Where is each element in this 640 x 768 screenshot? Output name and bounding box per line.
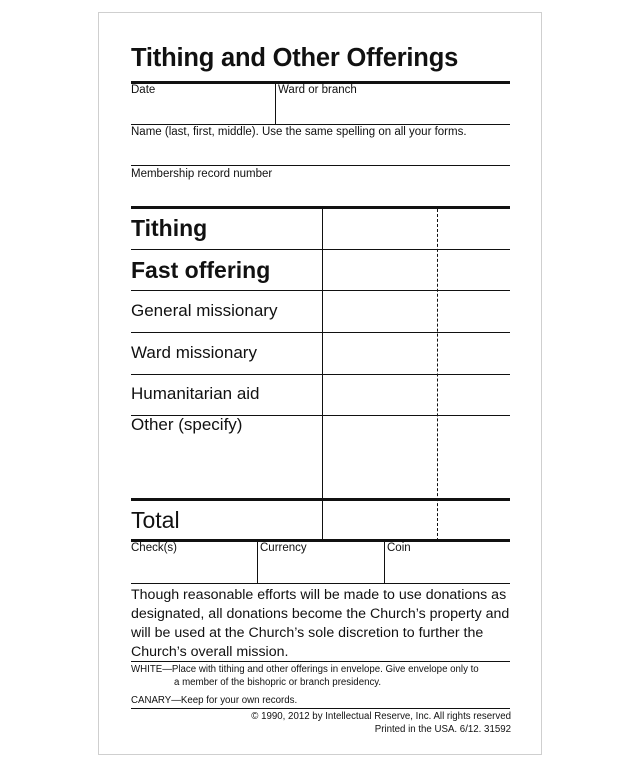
white-copy-line-1: WHITE—Place with tithing and other offerings in envelope. Give envelope only to [131, 664, 479, 675]
coin-field[interactable] [385, 542, 510, 583]
general-missionary-amount-field[interactable] [323, 291, 510, 332]
disclaimer-text: Though reasonable efforts will be made to use donations as designated, all donations become the Church’s property and will be used at the Church’s sole discretion to further the Church’s overall mission. [131, 587, 510, 660]
fast-offering-amount-field[interactable] [323, 250, 510, 291]
currency-field[interactable] [258, 542, 384, 583]
printed-text: Printed in the USA. 6/12. 31592 [374, 724, 511, 735]
ward-label: Ward or branch [278, 84, 357, 96]
date-label: Date [131, 84, 156, 96]
row-other-label: Other (specify) [131, 415, 243, 434]
row-fast-offering-label: Fast offering [131, 257, 271, 283]
coin-label: Coin [387, 542, 411, 554]
checks-field[interactable] [131, 542, 257, 583]
total-amount-field[interactable] [323, 501, 510, 541]
form-title: Tithing and Other Offerings [131, 44, 459, 72]
row-ward-missionary-label: Ward missionary [131, 343, 257, 362]
membership-field[interactable] [131, 166, 510, 206]
row-tithing-label: Tithing [131, 215, 208, 241]
white-copy-note [131, 663, 521, 689]
name-field[interactable] [131, 125, 510, 165]
disclaimer-rule [131, 661, 510, 662]
row-total-label: Total [131, 507, 180, 533]
ward-missionary-amount-field[interactable] [323, 333, 510, 374]
copyright-text: © 1990, 2012 by Intellectual Reserve, Inc. All rights reserved [251, 711, 511, 722]
membership-label: Membership record number [131, 168, 273, 180]
other-specify-field[interactable] [131, 437, 321, 497]
tithing-amount-field[interactable] [323, 209, 510, 249]
row-humanitarian-aid-label: Humanitarian aid [131, 384, 260, 403]
ward-field[interactable] [276, 84, 510, 124]
humanitarian-aid-amount-field[interactable] [323, 375, 510, 415]
donation-slip [98, 12, 542, 755]
canary-copy-note: CANARY—Keep for your own records. [131, 695, 298, 706]
name-label: Name (last, first, middle). Use the same spelling on all your forms. [131, 126, 467, 138]
payment-bottom-rule [131, 583, 510, 584]
currency-label: Currency [260, 542, 307, 554]
white-copy-line-2: a member of the bishopric or branch presidency. [174, 677, 382, 688]
other-amount-field[interactable] [323, 416, 510, 498]
row-general-missionary-label: General missionary [131, 301, 278, 320]
date-field[interactable] [131, 84, 276, 124]
checks-label: Check(s) [131, 542, 178, 554]
footer-rule [131, 708, 510, 709]
